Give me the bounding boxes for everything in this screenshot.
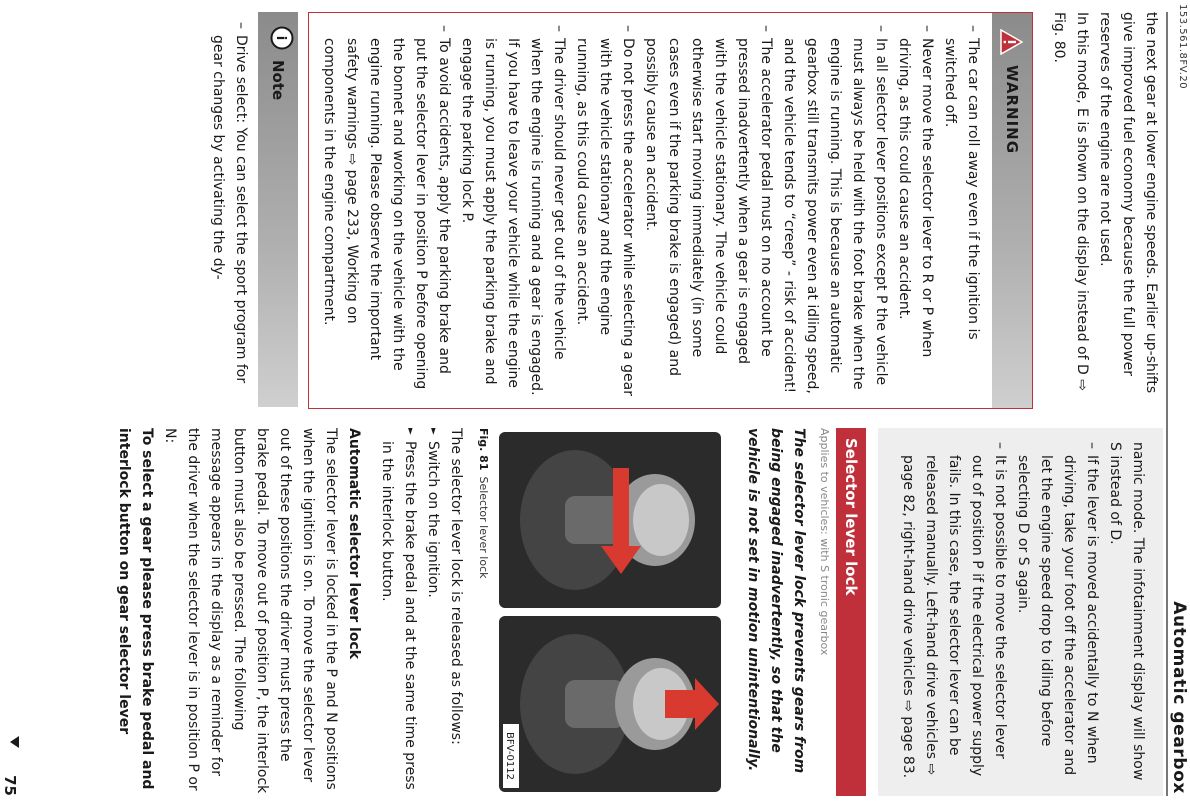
display-message: To select a gear please press brake pedal and interlock button on gear selector lever bbox=[116, 428, 155, 790]
release-intro: The selector lever lock is released as follows: bbox=[448, 428, 464, 745]
warning-item: – The accelerator pedal must on no account be pressed inadvertently when a gear is engaged with the vehicle stationary. The vehicle could otherwise start moving immediately (in some cases even if the parking brake is engaged) and possibly cause an accident. bbox=[639, 25, 777, 398]
warning-list bbox=[317, 25, 984, 398]
mode-paragraph: In this mode, E is shown on the display instead of D ⇨ Fig. 80. bbox=[1051, 12, 1090, 391]
auto-lock-text: The selector lever is locked in the P and N positions when the ignition is on. To move the selector lever out of these positions the driver must press the brake pedal. To move out of position P, the interlock button must also be pressed. The following message appears in the display as a reminder for the driver when the selector lever is in position P or N: bbox=[162, 428, 339, 794]
section-heading: Selector lever lock bbox=[836, 428, 866, 796]
figure-81 bbox=[467, 428, 725, 796]
warning-title: WARNING bbox=[1003, 65, 1022, 155]
warning-body bbox=[309, 13, 992, 408]
warning-triangle-icon bbox=[1001, 29, 1024, 55]
note-item: – It is not possible to move the selector lever out of position P if the electrical power supply fails. In this case, the selector lever can be released manually. Left-hand drive vehicles ⇨ page 82, right-hand drive vehicles ⇨ page 83. bbox=[896, 442, 1011, 786]
chapter-title: Automatic gearbox bbox=[1169, 601, 1189, 794]
note-list bbox=[206, 22, 252, 397]
warning-item: – The car can roll away even if the ignition is switched off. bbox=[938, 25, 984, 398]
warning-item: – To avoid accidents, apply the parking brake and put the selector lever in position P before opening the bonnet and working on the vehicle with the engine running. Please observe the important safety warnings ⇨ page 233, Working on components in the engine compartment. bbox=[317, 25, 455, 398]
note-item: – If the lever is moved accidentally to N when driving, take your foot off the accelerator and let the engine speed drop to idling before selecting D or S again. bbox=[1011, 442, 1103, 786]
figure-caption-text: Selector lever lock bbox=[477, 476, 490, 579]
intro-paragraph: the next gear at lower engine speeds. Earlier up-shifts give improved fuel economy because the full power reserves of the engine are not used. bbox=[1097, 12, 1159, 394]
lever-right-panel bbox=[499, 616, 721, 792]
selector-lever-illustration bbox=[495, 428, 725, 796]
note-body bbox=[202, 12, 258, 407]
lever-left-panel bbox=[499, 432, 721, 608]
note-item: – Drive select: You can select the sport program for gear changes by activating the dy- bbox=[206, 22, 252, 397]
warning-item: – Do not press the accelerator while selecting a gear with the vehicle stationary and the engine running, as this could cause an accident. bbox=[570, 25, 639, 398]
page-number: 75 bbox=[1, 775, 19, 796]
page-code: 153.561.8FV.20 bbox=[1177, 4, 1188, 90]
warning-item: – The driver should never get out of the vehicle when the engine is running and a gear is engaged. If you have to leave your vehicle while the engine is running, you must apply the parking brake and engage the parking lock P. bbox=[455, 25, 570, 398]
warning-header bbox=[992, 13, 1032, 408]
figure-caption bbox=[475, 428, 491, 579]
image-code: BFV-0112 bbox=[504, 732, 515, 780]
warning-item: – In all selector lever positions except P the vehicle must always be held with the foot brake when the engine is running. This is because an automatic gearbox still transmits power even at idling speed, and the vehicle tends to “creep” - risk of accident! bbox=[777, 25, 892, 398]
note-continuation: namic mode. The infotainment display will show S instead of D. bbox=[1107, 442, 1146, 781]
continue-arrow-icon bbox=[10, 736, 19, 748]
release-steps bbox=[375, 428, 444, 796]
figure-label: Fig. 81 bbox=[477, 428, 490, 471]
left-column bbox=[0, 12, 1162, 407]
note-header bbox=[258, 12, 298, 407]
note-title: Note bbox=[269, 60, 288, 101]
info-circle-icon bbox=[262, 26, 294, 50]
header-divider bbox=[1167, 12, 1169, 796]
warning-box bbox=[308, 12, 1033, 409]
release-step: ► Press the brake pedal and at the same time press in the interlock button. bbox=[375, 428, 421, 796]
svg-text:i: i bbox=[273, 35, 288, 41]
note-box bbox=[202, 12, 298, 407]
applies-to: Applies to vehicles: with S tronic gearbox bbox=[818, 428, 831, 656]
note-continuation-list bbox=[896, 442, 1103, 786]
release-step: ► Switch on the ignition. bbox=[421, 428, 444, 796]
note-continuation-box bbox=[878, 428, 1163, 796]
auto-lock-heading: Automatic selector lever lock bbox=[346, 428, 362, 660]
right-column bbox=[0, 428, 1162, 796]
warning-item: – Never move the selector lever to R or P when driving, as this could cause an accident. bbox=[892, 25, 938, 398]
section-lead: The selector lever lock prevents gears from being engaged inadvertently, so that the vehicle is not set in motion unintentionally. bbox=[745, 428, 807, 774]
